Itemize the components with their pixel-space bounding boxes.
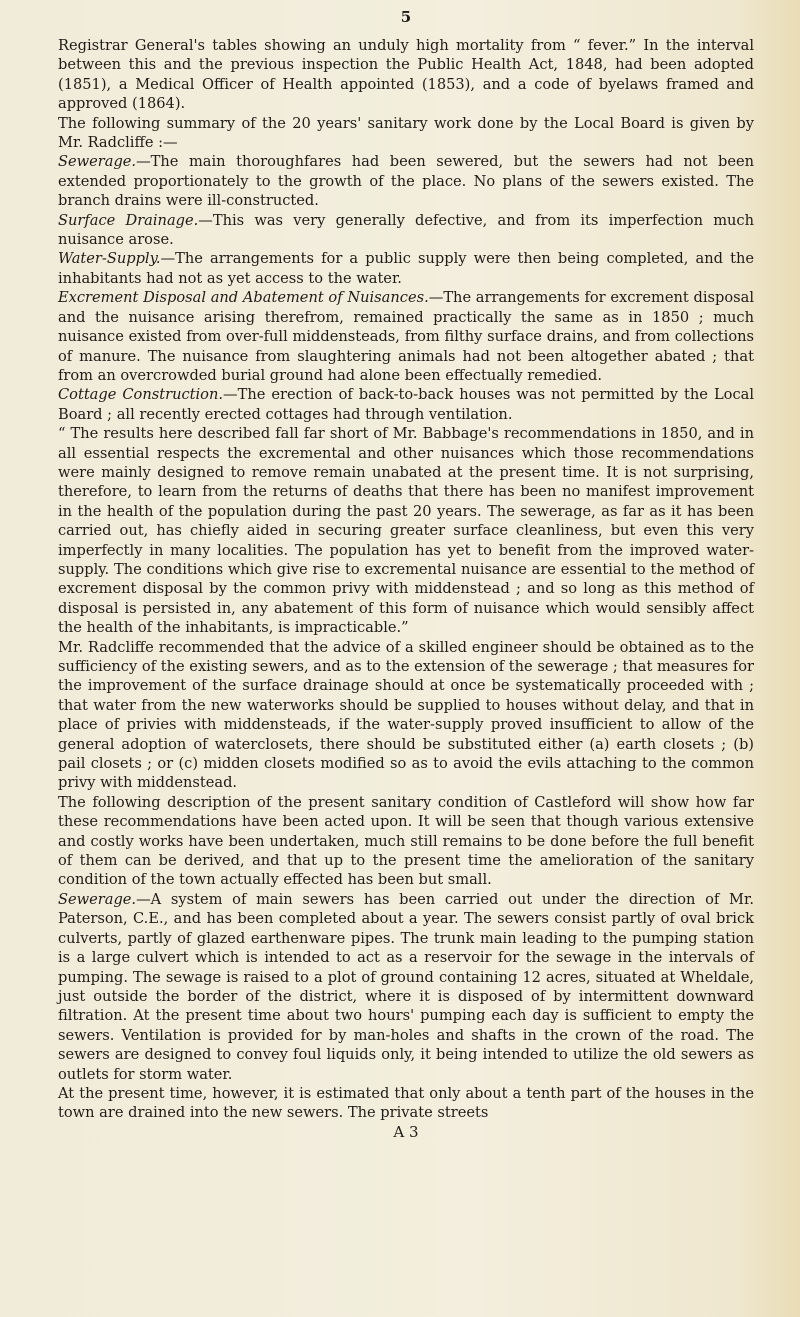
paragraph: The following description of the present sanitary condition of Castleford will show how far these recommendations have been acted upon. It will be seen that though various extensive and costly works have been undertaken, much still remains to be done before the full benefit of them can be derived, and that up to the present time the amelioration of the sanitary condition of the town actually effected has been but small. (58, 793, 754, 889)
paragraph: Sewerage.—A system of main sewers has been carried out under the direction of Mr. Paterson, C.E., and has been completed about a year. The sewers consist partly of oval brick culverts, partly of glazed earthenware pipes. The trunk main leading to the pumping station is a large culvert which is intended to act as a reservoir for the sewage in the intervals of pumping. The sewage is raised to a plot of ground containing 12 acres, situated at Wheldale, just outside the border of the district, where it is disposed of by intermittent downward filtration. At the present time about two hours' pumping each day is sufficient to empty the sewers. Ventilation is provided for by man-holes and shafts in the crown of the road. The sewers are designed to convey foul liquids only, it being intended to utilize the old sewers as outlets for storm water. (58, 890, 754, 1083)
paragraph: Surface Drainage.—This was very generally defective, and from its imperfection much nuisance arose. (58, 211, 755, 249)
paragraph: Registrar General's tables showing an unduly high mortality from “ fever.” In the interval between this and the previous inspection the Public Health Act, 1848, had been adopted (1851), a Medical Officer of Health appointed (1853), and a code of byelaws framed and approved (1864). (58, 37, 754, 113)
paragraph: Mr. Radcliffe recommended that the advice of a skilled engineer should be obtained as to the sufficiency of the existing sewers, and as to the extension of the sewerage ; that measures for the improvement of the surface drainage should at once be systematically proceeded with ; that water from the new waterworks should be supplied to houses without delay, and that in place of privies with middensteads, if the water-supply proved insufficient to allow of the general adoption of waterclosets, there should be substituted either (a) earth closets ; (b) pail closets ; or (c) midden closets modified so as to avoid the evils attaching to the common privy with middenstead. (58, 638, 754, 792)
paragraph: The following summary of the 20 years' sanitary work done by the Local Board is given by Mr. Radcliffe :— (58, 114, 754, 152)
paragraph: Water-Supply.—The arrangements for a public supply were then being completed, and the inhabitants had not as yet access to the water. (58, 250, 754, 287)
page-number: 5 (400, 8, 412, 26)
paragraph: Sewerage.—The main thoroughfares had been sewered, but the sewers had not been extended proportionately to the growth of the place. No plans of the sewers existed. The branch drains were ill-constructed. (58, 153, 754, 210)
signature-mark: A 3 (393, 1122, 419, 1141)
paragraph: Excrement Disposal and Abatement of Nuisances.—The arrangements for excrement disposal and the nuisance arising therefrom, remained practically the same as in 1850 ; much nuisance existed from over-full middensteads, from filthy surface drains, and from collections of manure. The nuisance from slaughtering animals had not been altogether abated ; that from an overcrowded burial ground had alone been effectually remedied. (58, 289, 754, 384)
paragraph: Cottage Construction.—The erection of back-to-back houses was not permitted by the Local Board ; all recently erected cottages had through ventilation. (58, 386, 754, 423)
paragraph: “ The results here described fall far short of Mr. Babbage's recommendations in 1850, and in all essential respects the excremental and other nuisances which those recommendations were mainly designed to remove remain unabated at the present time. It is not surprising, therefore, to learn from the returns of deaths that there has been no manifest improvement in the health of the population during the past 20 years. The sewerage, as far as it has been carried out, has chiefly aided in securing greater surface cleanliness, but even this very imperfectly in many localities. The population has yet to benefit from the improved water-supply. The conditions which give rise to excremental nuisance are essential to the method of excrement disposal by the common privy with middenstead ; and so long as this method of disposal is persisted in, any abatement of this form of nuisance which would sensibly affect the health of the inhabitants, is impracticable.” (58, 425, 754, 637)
paragraph: At the present time, however, it is estimated that only about a tenth part of the houses in the town are drained into the new sewers. The private streets (58, 1084, 754, 1122)
